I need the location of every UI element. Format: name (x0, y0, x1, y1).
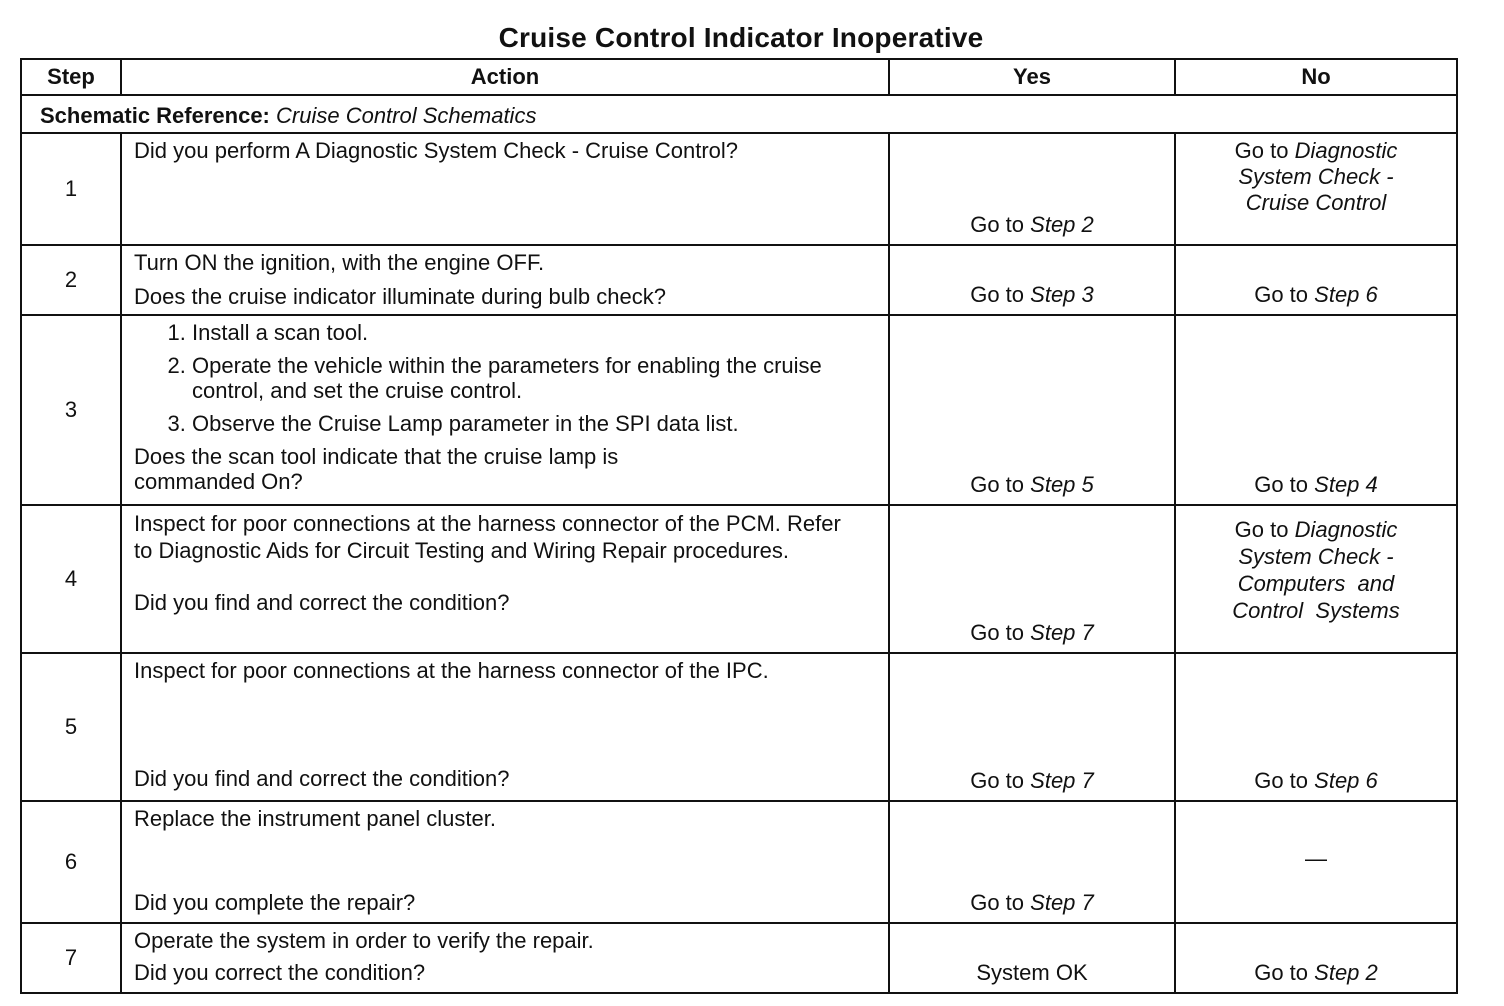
go-to-label: Go to (970, 620, 1025, 645)
action-cell (121, 505, 889, 653)
action-cell (121, 923, 889, 993)
diagnostic-table (20, 58, 1458, 994)
action-question: Did you correct the condition? (134, 960, 426, 985)
yes-cell[interactable] (889, 801, 1175, 923)
no-target-line[interactable]: Diagnostic (1294, 138, 1398, 163)
action-cell (121, 653, 889, 801)
no-target-line[interactable]: System Check - (1238, 164, 1394, 189)
action-cell (121, 315, 889, 505)
go-to-label: Go to (970, 890, 1025, 915)
no-cell[interactable] (1175, 653, 1457, 801)
step-number: 5 (21, 653, 121, 801)
step-number: 3 (21, 315, 121, 505)
table-row (21, 315, 1457, 505)
no-target[interactable]: Step 4 (1314, 472, 1378, 497)
action-text: Operate the system in order to verify the repair. (134, 928, 594, 953)
no-cell (1175, 801, 1457, 923)
header-yes: Yes (889, 59, 1175, 95)
action-question: Does the scan tool indicate that the cruise lamp is commanded On? (134, 444, 619, 494)
yes-result: System OK (976, 960, 1088, 985)
action-question: Did you find and correct the condition? (134, 766, 510, 791)
yes-cell[interactable] (889, 245, 1175, 315)
procedure-item: 3. Observe the Cruise Lamp parameter in the SPI data list. (192, 411, 876, 436)
table-row (21, 505, 1457, 653)
no-target[interactable]: Step 6 (1314, 768, 1378, 793)
action-question: Did you find and correct the condition? (134, 590, 510, 615)
yes-target[interactable]: Step 3 (1030, 282, 1094, 307)
step-number: 4 (21, 505, 121, 653)
no-cell[interactable] (1175, 315, 1457, 505)
no-cell[interactable] (1175, 245, 1457, 315)
go-to-label: Go to (970, 768, 1025, 793)
action-question: Did you complete the repair? (134, 890, 416, 915)
table-row (21, 653, 1457, 801)
go-to-label: Go to (1234, 517, 1289, 542)
action-text: Inspect for poor connections at the harness connector of the PCM. Refer to Diagnostic Aids for Circuit Testing and Wiring Repair procedures. (134, 511, 841, 563)
procedure-item: 1. Install a scan tool. (192, 320, 876, 345)
yes-target[interactable]: Step 5 (1030, 472, 1094, 497)
table-row (21, 245, 1457, 315)
go-to-label: Go to (970, 472, 1025, 497)
step-number: 2 (21, 245, 121, 315)
action-text: Turn ON the ignition, with the engine OFF. (134, 250, 545, 275)
procedure-item: 2. Operate the vehicle within the parameters for enabling the cruise control, and set the cruise control. (192, 353, 876, 403)
yes-cell (889, 923, 1175, 993)
header-action: Action (121, 59, 889, 95)
header-no: No (1175, 59, 1457, 95)
no-dash: — (1305, 846, 1327, 871)
go-to-label: Go to (1254, 282, 1309, 307)
no-target-line[interactable]: Control Systems (1232, 598, 1400, 623)
schematic-row (21, 95, 1457, 133)
no-cell[interactable] (1175, 133, 1457, 245)
no-target-line[interactable]: Diagnostic (1294, 517, 1398, 542)
no-target-line[interactable]: Cruise Control (1245, 190, 1387, 215)
yes-target[interactable]: Step 7 (1030, 768, 1094, 793)
action-text: Did you perform A Diagnostic System Check - Cruise Control? (134, 138, 739, 163)
yes-cell[interactable] (889, 505, 1175, 653)
page-title: Cruise Control Indicator Inoperative (498, 22, 984, 53)
header-row (21, 59, 1457, 95)
no-target-line[interactable]: Computers and (1237, 571, 1395, 596)
step-number: 7 (21, 923, 121, 993)
go-to-label: Go to (970, 212, 1025, 237)
action-text: Replace the instrument panel cluster. (134, 806, 496, 831)
table-row (21, 923, 1457, 993)
step-number: 6 (21, 801, 121, 923)
no-cell[interactable] (1175, 923, 1457, 993)
go-to-label: Go to (1254, 768, 1309, 793)
no-cell[interactable] (1175, 505, 1457, 653)
action-text: Inspect for poor connections at the harness connector of the IPC. (134, 658, 769, 683)
go-to-label: Go to (1234, 138, 1289, 163)
no-target[interactable]: Step 2 (1314, 960, 1378, 985)
schematic-label: Schematic Reference: (40, 103, 270, 128)
no-target-line[interactable]: System Check - (1238, 544, 1394, 569)
step-number: 1 (21, 133, 121, 245)
header-step: Step (21, 59, 121, 95)
yes-cell[interactable] (889, 133, 1175, 245)
go-to-label: Go to (970, 282, 1025, 307)
table-row (21, 801, 1457, 923)
yes-cell[interactable] (889, 653, 1175, 801)
no-target[interactable]: Step 6 (1314, 282, 1378, 307)
action-cell (121, 245, 889, 315)
yes-target[interactable]: Step 7 (1030, 620, 1094, 645)
action-cell (121, 133, 889, 245)
schematic-reference (21, 95, 1457, 133)
yes-target[interactable]: Step 2 (1030, 212, 1094, 237)
action-cell (121, 801, 889, 923)
schematic-link[interactable]: Cruise Control Schematics (276, 103, 537, 128)
table-row (21, 133, 1457, 245)
procedure-list (134, 320, 876, 436)
go-to-label: Go to (1254, 960, 1309, 985)
yes-cell[interactable] (889, 315, 1175, 505)
action-question: Does the cruise indicator illuminate during bulb check? (134, 284, 666, 309)
go-to-label: Go to (1254, 472, 1309, 497)
yes-target[interactable]: Step 7 (1030, 890, 1094, 915)
